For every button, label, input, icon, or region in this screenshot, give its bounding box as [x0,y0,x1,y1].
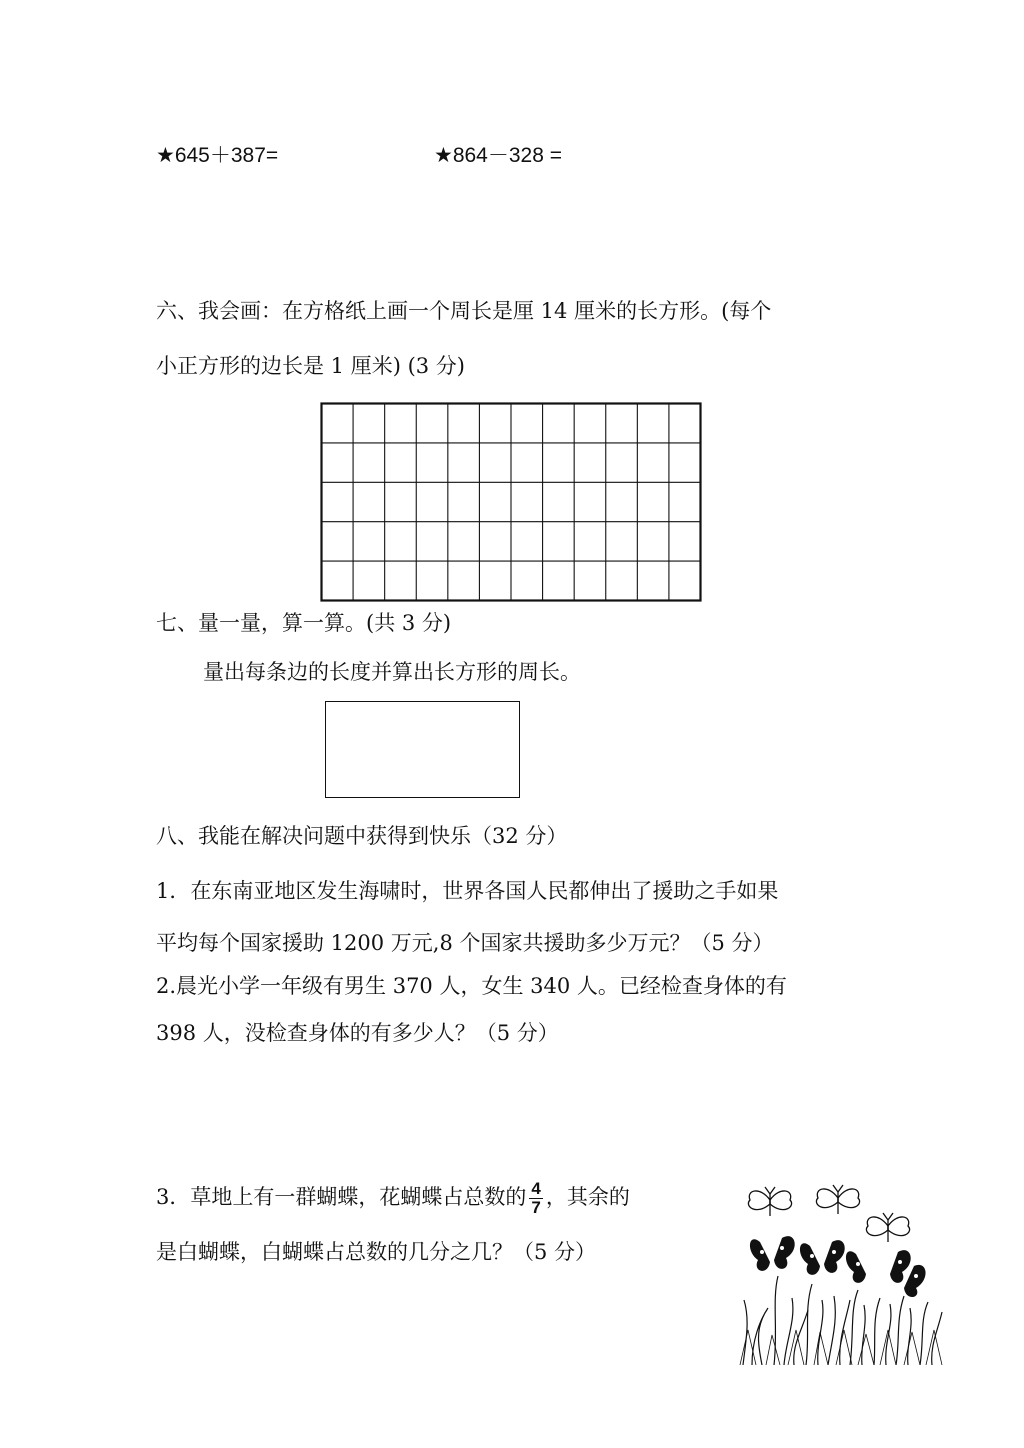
q3-line1-tail: ，其余的 [545,1185,630,1209]
section7-instruction: 量出每条边的长度并算出长方形的周长。 [203,660,581,684]
grid-paper-svg [320,402,702,602]
grid-paper[interactable] [320,402,702,602]
calc-item-1: ★645＋387= [156,144,279,167]
q1-line1: 1．在东南亚地区发生海啸时，世界各国人民都伸出了援助之手如果 [156,879,779,903]
q3-line2: 是白蝴蝶，白蝴蝶占总数的几分之几？（5 分） [156,1240,597,1264]
q1-line2: 平均每个国家援助 1200 万元,8 个国家共援助多少万元？（5 分） [156,931,774,955]
q2-line2: 398 人，没检查身体的有多少人？（5 分） [156,1021,559,1045]
q2-line1: 2.晨光小学一年级有男生 370 人，女生 340 人。已经检查身体的有 [156,974,787,998]
measure-rectangle [325,701,520,798]
section6-question-line1: 六、我会画：在方格纸上画一个周长是厘 14 厘米的长方形。(每个 [156,299,772,323]
fraction-denominator: 7 [531,1198,541,1217]
section7-title: 七、量一量，算一算。(共 3 分) [156,611,452,635]
q3-line1-text: 3．草地上有一群蝴蝶，花蝴蝶占总数的 [156,1185,527,1209]
butterflies-in-grass-illustration [738,1180,948,1365]
butterfly-icon [738,1180,948,1365]
fraction-numerator: 4 [531,1179,541,1198]
calc-item-2: ★864－328 = [434,144,562,167]
section6-question-line2: 小正方形的边长是 1 厘米) (3 分) [156,354,466,378]
section8-title: 八、我能在解决问题中获得到快乐（32 分） [156,824,568,848]
fraction-four-sevenths [529,1180,542,1217]
q3-line1 [156,1180,630,1217]
